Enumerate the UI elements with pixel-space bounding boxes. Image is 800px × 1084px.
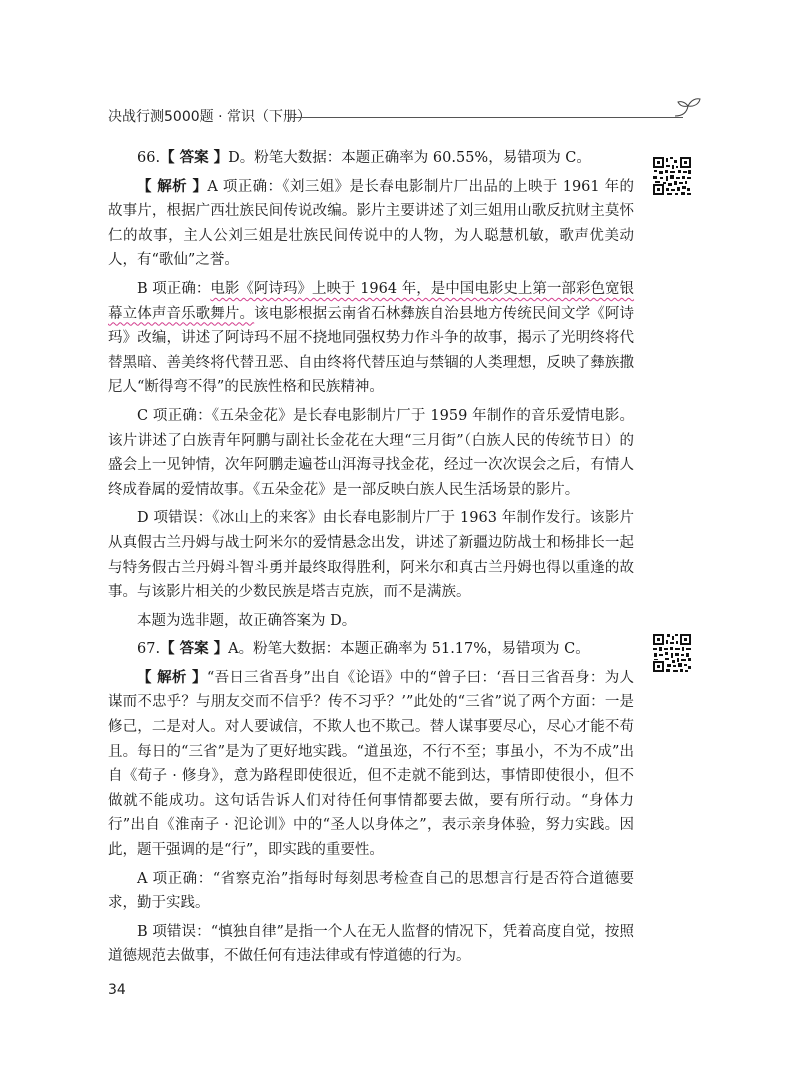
q66-para-b-lead: B 项正确： <box>137 280 211 297</box>
q67-answer-text: A。粉笔大数据：本题正确率为 51.17%，易错项为 C。 <box>228 641 590 658</box>
q66-answer-text: D。粉笔大数据：本题正确率为 60.55%，易错项为 C。 <box>228 150 591 166</box>
q66-para-b-highlight: 电影《阿诗玛》上映于 1964 年，是中国电影史上第一部彩色宽银幕立体声音乐歌舞片。 <box>108 280 635 322</box>
q67-para-b: B 项错误：“慎独自律”是指一个人在无人监督的情况下，凭着高度自觉，按照道德规范去做事，不做任何有违法律或有悖道德的行为。 <box>108 923 634 965</box>
page-header <box>108 104 700 128</box>
q66-answer-tag: 【 答案 】 <box>160 150 229 166</box>
qr-code-icon[interactable] <box>652 633 692 673</box>
q67-answer-tag: 【 答案 】 <box>160 641 229 658</box>
q67-analysis-text: “吾日三省吾身”出自《论语》中的“曾子曰：‘吾日三省吾身：为人谋而不忠乎？与朋友交而不信乎？传不习乎？’”此处的“三省”说了两个方面：一是修己，二是对人。对人要诚信，不欺人也不欺己。替人谋事要尽心，尽心才能不苟且。每日的“三省”是为了更好地实践。“道虽迩，不行不至；事虽小，不为不成”出自《荀子 · 修身》，意为路程即使很近，但不走就不能到达，事情即使很小，但不做就不能成功。这句话告诉人们对待任何事情都要去做，要有所行动。“身体力行”出自《淮南子 · 氾论训》中的“圣人以身体之”，表示亲身体验，努力实践。因此，题干强调的是“行”，即实践的重要性。 <box>108 669 634 859</box>
q66-answer-line <box>108 146 634 171</box>
header-rule <box>288 117 683 118</box>
q66-para-a: A 项正确：《刘三姐》是长春电影制片厂出品的上映于 1961 年的故事片，根据广西壮族民间传说改编。影片主要讲述了刘三姐用山歌反抗财主莫怀仁的故事，主人公刘三姐是壮族民间传说中的人物，为人聪慧机敏，歌声优美动人，有“歌仙”之誉。 <box>108 178 634 269</box>
page-number: 34 <box>108 982 126 998</box>
q66-analysis-intro <box>108 175 634 273</box>
q66-conclusion: 本题为选非题，故正确答案为 D。 <box>137 612 357 629</box>
book-title: 决战行测5000题 · 常识（下册） <box>108 109 311 125</box>
q67-answer-line <box>108 637 634 662</box>
q67-para-a: A 项正确：“省察克治”指每时每刻思考检查自己的思想言行是否符合道德要求，勤于实践。 <box>108 870 634 912</box>
leaf-sprout-icon <box>673 96 703 120</box>
q66-para-d: D 项错误：《冰山上的来客》由长春电影制片厂于 1963 年制作发行。该影片从真假古兰丹姆与战士阿米尔的爱情悬念出发，讲述了新疆边防战士和杨排长一起与特务假古兰丹姆斗智斗勇并最终取得胜利，阿米尔和真古兰丹姆也得以重逢的故事。与该影片相关的少数民族是塔吉克族，而不是满族。 <box>108 510 634 601</box>
q66-para-c: C 项正确：《五朵金花》是长春电影制片厂于 1959 年制作的音乐爱情电影。该片讲述了白族青年阿鹏与副社长金花在大理“三月街”（白族人民的传统节日）的盛会上一见钟情，次年阿鹏走遍苍山洱海寻找金花，经过一次次误会之后，有情人终成眷属的爱情故事。《五朵金花》是一部反映白族人民生活场景的影片。 <box>108 407 634 498</box>
page-content <box>108 146 634 973</box>
q66-number: 66. <box>137 150 161 166</box>
q66-analysis-tag: 【 解析 】 <box>137 178 208 195</box>
q66-para-b-rest: 该电影根据云南省石林彝族自治县地方传统民间文学《阿诗玛》改编，讲述了阿诗玛不屈不挠地同强权势力作斗争的故事，揭示了光明终将代替黑暗、善美终将代替丑恶、自由终将代替压迫与禁锢的人类理想，反映了彝族撒尼人“断得弯不得”的民族性格和民族精神。 <box>108 305 635 396</box>
q67-number: 67. <box>137 641 161 658</box>
q67-analysis-tag: 【 解析 】 <box>137 669 207 686</box>
q66-para-b <box>108 277 634 400</box>
qr-code-icon[interactable] <box>652 156 692 196</box>
q67-analysis <box>108 666 634 863</box>
